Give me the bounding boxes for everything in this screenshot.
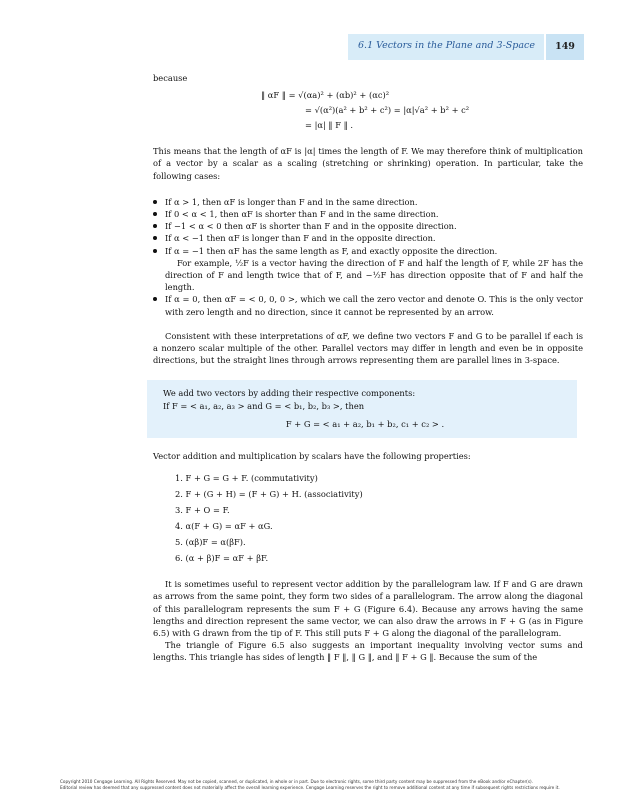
parallelogram-paragraph: It is sometimes useful to represent vector addition by the parallelogram law. If F and G are drawn as arrows from the same point, they form two sides of a parallelogram. The arrow along the diagonal of this parallelogram represents the sum F + G (Figure 6.4). Because any arrows having the same lengths and direction represent the same vector, we can also draw the arrows in F + G (as in Figure 6.5) with G drawn from the tip of F. This still puts F + G along the diagonal of the parallelogram. xyxy=(153,579,583,639)
case-item: If −1 < α < 0 then αF is shorter than F and in the opposite direction. xyxy=(153,220,583,232)
equation-rhs-1: √(αa)² + (αb)² + (αc)² xyxy=(298,90,390,101)
example-text: For example, ½F is a vector having the direction of F and half the length of F, while 2F has the direction of F and length twice that of F, and −½F has direction opposite that of F and half the length. xyxy=(165,257,583,293)
scaling-cases-list xyxy=(153,196,583,318)
case-item: If α < −1 then αF is longer than F and in the opposite direction. xyxy=(153,232,583,244)
equation-line-2: = √(α²)(a² + b² + c²) = |α|√a² + b² + c² xyxy=(305,105,470,116)
equation-line-1 xyxy=(261,88,583,103)
callout-line-2: If F = < a₁, a₂, a₃ > and G = < b₁, b₂, b₃ >, then xyxy=(163,400,365,411)
scaling-paragraph: This means that the length of αF is |α| times the length of F. We may therefore think of multiplication of a vector by a scalar as a scaling (stretching or shrinking) operation. In particular, take the following cases: xyxy=(153,146,583,181)
property-item: 2. F + (G + H) = (F + G) + H. (associativity) xyxy=(175,489,363,500)
property-item: 5. (αβ)F = α(βF). xyxy=(175,537,246,548)
vector-addition-callout xyxy=(147,380,577,438)
because-text: because xyxy=(153,73,188,83)
running-head: 6.1 Vectors in the Plane and 3-Space xyxy=(358,40,535,51)
property-item: 1. F + G = G + F. (commutativity) xyxy=(175,473,318,484)
example-item xyxy=(153,257,583,294)
triangle-paragraph: The triangle of Figure 6.5 also suggests an important inequality involving vector sums and lengths. This triangle has sides of length ‖ F ‖, ‖ G ‖, and ‖ F + G ‖. Because the sum of the xyxy=(153,640,583,663)
parallel-paragraph: Consistent with these interpretations of αF, we define two vectors F and G to be parallel if each is a nonzero scalar multiple of the other. Parallel vectors may differ in length and even be in opposite directions, but the straight lines through arrows representing them are parallel lines in 3-space. xyxy=(153,330,583,366)
case-item: If α = −1 then αF has the same length as F, and exactly opposite the direction. xyxy=(153,245,583,257)
callout-formula: F + G = < a₁ + a₂, b₁ + b₂, c₁ + c₂ > . xyxy=(285,418,445,429)
copyright-footer xyxy=(60,779,580,791)
property-item: 4. α(F + G) = αF + αG. xyxy=(175,521,273,532)
case-item: If α > 1, then αF is longer than F and in the same direction. xyxy=(153,196,583,208)
page-number: 149 xyxy=(555,41,575,52)
property-item: 3. F + O = F. xyxy=(175,505,230,516)
length-equation xyxy=(261,88,583,133)
equation-line-3: = |α| ‖ F ‖ . xyxy=(305,120,354,131)
copyright-line-1: Copyright 2010 Cengage Learning. All Rights Reserved. May not be copied, scanned, or duplicated, in whole or in part. Due to electronic rights, some third party content may be suppressed from the eBook and/or eChapter(s). xyxy=(60,779,533,784)
property-item: 6. (α + β)F = αF + βF. xyxy=(175,553,269,564)
properties-list xyxy=(175,470,583,566)
copyright-line-2: Editorial review has deemed that any suppressed content does not materially affect the overall learning experience. Cengage Learning reserves the right to remove additional content at any time if subsequent rights restrictions require it. xyxy=(60,785,560,790)
equation-lhs: ‖ αF ‖ = xyxy=(261,90,296,101)
callout-line-1: We add two vectors by adding their respective components: xyxy=(163,388,416,399)
properties-intro: Vector addition and multiplication by scalars have the following properties: xyxy=(153,451,471,462)
case-item: If 0 < α < 1, then αF is shorter than F and in the same direction. xyxy=(153,208,583,220)
zero-vector-case: If α = 0, then αF = < 0, 0, 0 >, which we call the zero vector and denote O. This is the only vector with zero length and no direction, since it cannot be represented by an arrow. xyxy=(153,293,583,317)
page-body xyxy=(153,70,583,664)
